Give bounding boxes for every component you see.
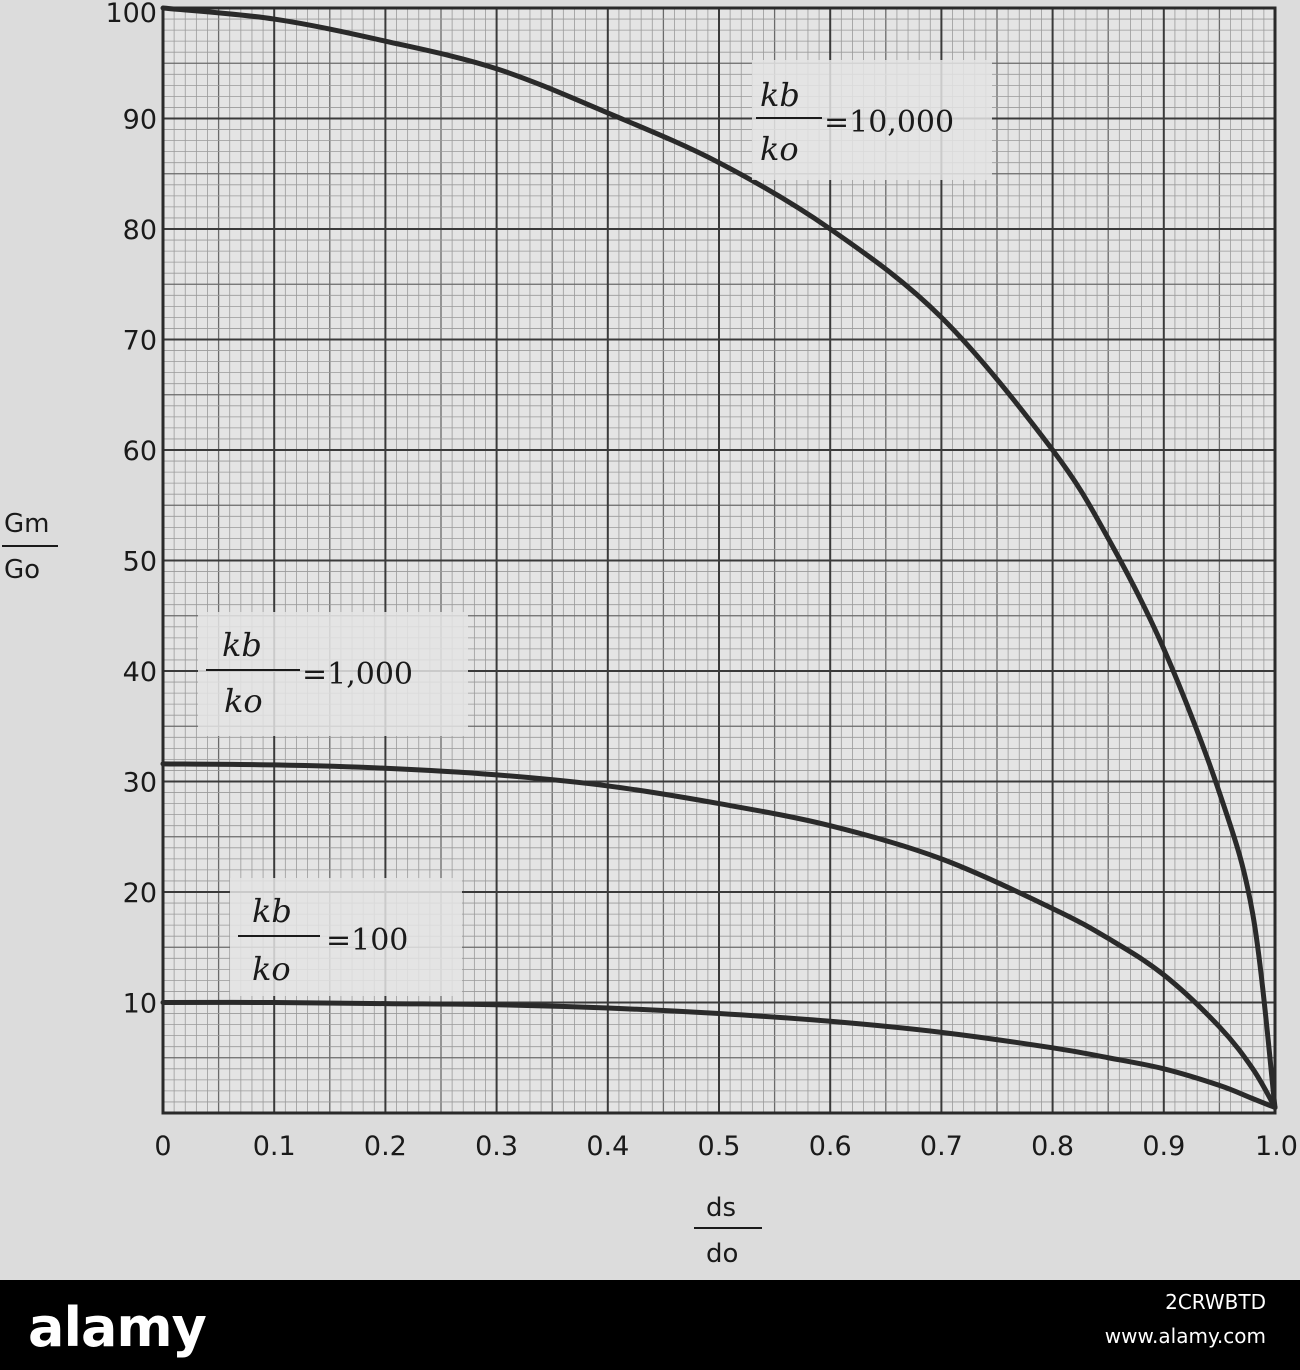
x-tick-label: 1.0 bbox=[1255, 1131, 1298, 1162]
annotation-2-denominator: ko bbox=[224, 682, 263, 720]
x-tick-label: 0.6 bbox=[808, 1131, 852, 1162]
annotation-series-1 bbox=[752, 60, 992, 180]
x-tick-label: 0.8 bbox=[1031, 1131, 1075, 1162]
annotation-3-denominator: ko bbox=[252, 950, 291, 988]
x-tick-label: 0.3 bbox=[475, 1131, 519, 1162]
x-tick-label: 0.1 bbox=[252, 1131, 296, 1162]
y-tick-labels bbox=[105, 0, 157, 1020]
x-tick-label: 0.2 bbox=[363, 1131, 407, 1162]
annotation-3-value: =100 bbox=[326, 923, 409, 958]
annotation-3-numerator: kb bbox=[252, 892, 292, 930]
annotation-series-2 bbox=[198, 612, 468, 736]
x-axis-label-numerator: ds bbox=[706, 1193, 737, 1223]
x-axis-label-denominator: do bbox=[706, 1239, 739, 1269]
x-axis-label bbox=[694, 1193, 762, 1269]
y-axis-label bbox=[2, 509, 58, 585]
y-tick-label: 70 bbox=[122, 325, 157, 357]
x-tick-label: 0.7 bbox=[919, 1131, 963, 1162]
y-tick-label: 20 bbox=[122, 878, 157, 909]
x-tick-label: 0.5 bbox=[697, 1131, 741, 1162]
y-tick-label: 60 bbox=[122, 436, 157, 467]
y-axis-label-numerator: Gm bbox=[4, 509, 50, 539]
annotation-1-numerator: kb bbox=[760, 76, 800, 114]
x-tick-label: 0.9 bbox=[1142, 1131, 1186, 1162]
annotation-1-value: =10,000 bbox=[824, 105, 955, 140]
y-tick-label: 80 bbox=[122, 215, 157, 246]
alamy-logo: alamy bbox=[28, 1296, 206, 1359]
website-url-label: www.alamy.com bbox=[1104, 1324, 1266, 1348]
watermark-footer bbox=[0, 1280, 1300, 1370]
y-tick-label: 100 bbox=[105, 0, 157, 29]
y-tick-label: 40 bbox=[122, 657, 157, 688]
x-tick-label: 0.4 bbox=[586, 1131, 630, 1162]
y-tick-label: 10 bbox=[122, 988, 157, 1020]
x-tick-labels bbox=[154, 1131, 1298, 1162]
y-tick-label: 50 bbox=[122, 546, 157, 578]
x-tick-label: 0 bbox=[154, 1131, 172, 1162]
y-tick-label: 90 bbox=[122, 104, 157, 136]
annotation-1-denominator: ko bbox=[760, 130, 799, 168]
image-id-label: 2CRWBTD bbox=[1165, 1290, 1266, 1314]
y-axis-label-denominator: Go bbox=[4, 555, 41, 585]
annotation-series-3 bbox=[230, 878, 462, 996]
annotation-2-numerator: kb bbox=[222, 626, 262, 664]
annotation-2-value: =1,000 bbox=[302, 657, 414, 692]
y-tick-label: 30 bbox=[122, 767, 157, 799]
